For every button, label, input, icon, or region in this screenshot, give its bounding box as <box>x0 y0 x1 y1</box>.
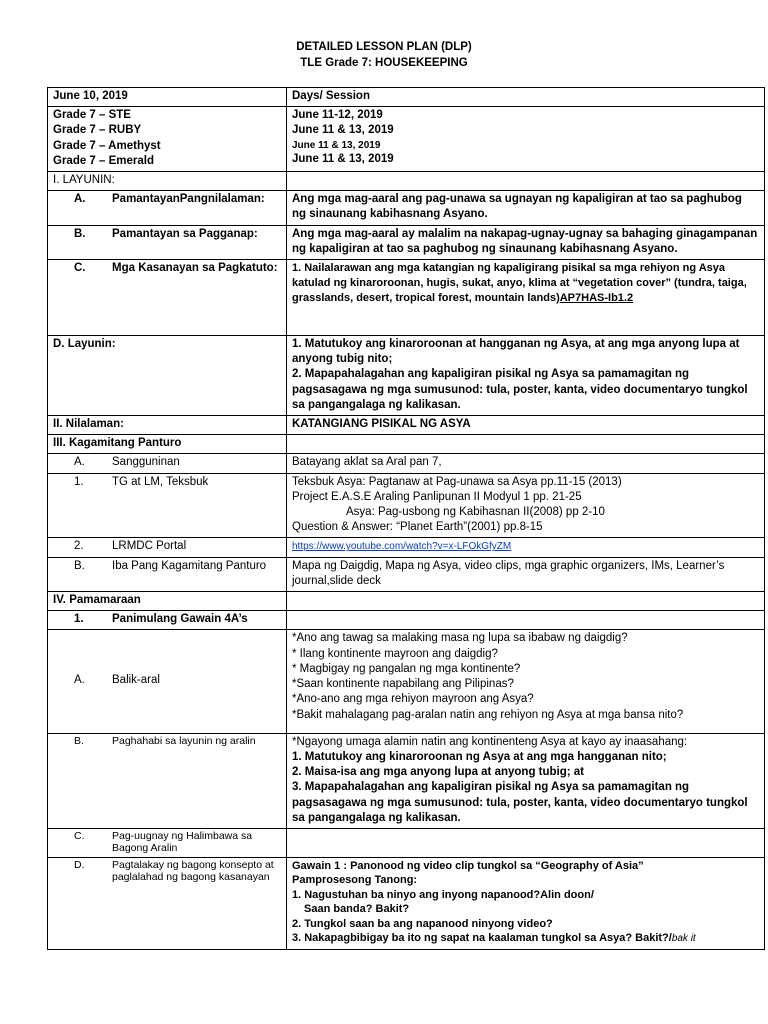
sangguninan-text: Batayang aklat sa Aral pan 7, <box>287 454 765 473</box>
table-row <box>48 435 765 454</box>
pamantayan-pagganap-text: Ang mga mag-aaral ay malalim na nakapag-ugnay-ugnay sa bahaging ginagampanan ng kapaligiran at tao sa paghubog ng sinaunang kabihasnang Asyano. <box>287 225 765 259</box>
document-title: DETAILED LESSON PLAN (DLP) <box>296 41 472 53</box>
days-session-cell: Days/ Session <box>287 88 765 107</box>
session-dates-cell <box>287 107 765 172</box>
paghahabi-intro: *Ngayong umaga alamin natin ang kontinenteng Asya at kayo ay inaasahang: <box>292 735 688 748</box>
reference-item: Teksbuk Asya: Pagtanaw at Pag-unawa sa Asya pp.11-15 (2013) <box>292 475 622 488</box>
pamamaraan-heading: IV. Pamamaraan <box>48 592 287 611</box>
gawain-question: 2. Tungkol saan ba ang napanood ninyong video? <box>292 917 553 930</box>
empty-cell <box>287 592 765 611</box>
table-row <box>48 107 765 172</box>
empty-cell <box>287 172 765 191</box>
table-row <box>48 260 765 336</box>
table-row <box>48 191 765 225</box>
paghahabi-item: 1. Matutukoy ang kinaroroonan ng Asya at ang mga hangganan nito; <box>292 750 667 763</box>
layunin-d-text <box>287 336 765 416</box>
table-row <box>48 828 765 857</box>
reference-item: Asya: Pag-usbong ng Kabihasnan II(2008) pp 2-10 <box>346 506 605 519</box>
question-item: * Magbigay ng pangalan ng mga kontinente? <box>292 662 521 675</box>
nilalaman-heading: II. Nilalaman: <box>48 416 287 435</box>
section-item: Grade 7 – RUBY <box>53 124 142 137</box>
question-item: *Ano ang tawag sa malaking masa ng lupa sa ibabaw ng daigdig? <box>292 632 628 645</box>
lrmdc-label: 2. LRMDC Portal <box>48 538 287 557</box>
layunin-d-label: D. Layunin: <box>48 336 287 416</box>
table-row <box>48 630 765 733</box>
table-row <box>48 473 765 538</box>
question-item: *Ano-ano ang mga rehiyon mayroon ang Asya? <box>292 693 534 706</box>
paghahabi-label: B. Paghahabi sa layunin ng aralin <box>48 733 287 828</box>
table-row <box>48 336 765 416</box>
table-row <box>48 416 765 435</box>
competency-code: AP7HAS-Ib1.2 <box>559 292 634 305</box>
lesson-plan-table <box>47 87 765 950</box>
tg-label: 1. TG at LM, Teksbuk <box>48 473 287 538</box>
question-item: *Saan kontinente napabilang ang Pilipinas? <box>292 678 514 691</box>
date-cell: June 10, 2019 <box>48 88 287 107</box>
pamantayan-pangnilalaman-label: A. PamantayanPangnilalaman: <box>48 191 287 225</box>
reference-item: Project E.A.S.E Araling Panlipunan II Modyul 1 pp. 21-25 <box>292 490 582 503</box>
kasanayan-text: 1. Nailalarawan ang mga katangian ng kapaligirang pisikal sa mga rehiyon ng Asya katulad ng kinaroroonan, hugis, sukat, anyo, klima at “vegetation cover” (tundra, taiga, grasslands, desert, tropical forest, mountain lands)AP7HAS-Ib1.2 <box>287 260 765 336</box>
table-row <box>48 611 765 630</box>
section-item: Grade 7 – Amethyst <box>53 139 161 152</box>
pamantayan-pangnilalaman-text: Ang mga mag-aaral ang pag-unawa sa ugnayan ng kapaligiran at tao sa paghubog ng sinaunang kabihasnang Asyano. <box>287 191 765 225</box>
paghahabi-item: 2. Maisa-isa ang mga anyong lupa at anyong tubig; at <box>292 766 585 779</box>
gawain-question: Saan banda? Bakit? <box>304 903 410 916</box>
panimulang-gawain-label: 1. Panimulang Gawain 4A’s <box>48 611 287 630</box>
nilalaman-topic: KATANGIANG PISIKAL NG ASYA <box>287 416 765 435</box>
table-row <box>48 557 765 591</box>
table-row <box>48 538 765 557</box>
table-row <box>48 592 765 611</box>
pag-uugnay-label: C. Pag-uugnay ng Halimbawa sa Bagong Aralin <box>48 828 287 857</box>
table-row <box>48 172 765 191</box>
lrmdc-cell <box>287 538 765 557</box>
section-item: Grade 7 – STE <box>53 109 131 122</box>
empty-cell <box>287 611 765 630</box>
iba-pang-kagamitan-text: Mapa ng Daigdig, Mapa ng Asya, video clips, mga graphic organizers, IMs, Learner’s journal,slide deck <box>287 557 765 591</box>
kasanayan-label: C. Mga Kasanayan sa Pagkatuto: <box>48 260 287 336</box>
gawain-subheading: Pamprosesong Tanong: <box>292 874 418 887</box>
table-row <box>48 454 765 473</box>
paghahabi-text <box>287 733 765 828</box>
sangguninan-label: A. Sangguninan <box>48 454 287 473</box>
youtube-link[interactable]: https://www.youtube.com/watch?v=x-LFOkGfyZM <box>292 541 512 553</box>
empty-cell <box>287 828 765 857</box>
session-date: June 11-12, 2019 <box>292 109 383 122</box>
table-row <box>48 88 765 107</box>
layunin-heading: I. LAYUNIN: <box>48 172 287 191</box>
table-row <box>48 733 765 828</box>
reference-item: Question & Answer: “Planet Earth”(2001) pp.8-15 <box>292 521 543 534</box>
section-item: Grade 7 – Emerald <box>53 154 154 167</box>
paghahabi-item: 3. Mapapahalagahan ang kapaligiran pisikal ng Asya sa pamamagitan ng pagsasagawa ng mga sumusunod: tula, poster, kanta, video documentaryo tungkol sa pangangalaga ng kalikasan. <box>292 781 748 824</box>
gawain-question: 3. Nakapagbibigay ba ito ng sapat na kaalaman tungkol sa Asya? Bakit?/bak it <box>292 932 696 945</box>
sections-cell <box>48 107 287 172</box>
objective-item: 2. Mapapahalagahan ang kapaligiran pisikal ng Asya sa pamamagitan ng pagsasagawa ng mga sumusunod: tula, poster, kanta, video documentaryo tungkol sa pangangalaga ng kalikasan. <box>292 368 748 411</box>
document-subtitle: TLE Grade 7: HOUSEKEEPING <box>300 57 468 69</box>
session-date: June 11 & 13, 2019 <box>292 124 394 137</box>
table-row <box>48 857 765 949</box>
session-date: June 11 & 13, 2019 <box>292 139 381 151</box>
pagtalakay-label: D. Pagtalakay ng bagong konsepto at paglalahad ng bagong kasanayan <box>48 857 287 949</box>
kagamitan-heading: III. Kagamitang Panturo <box>48 435 287 454</box>
question-item: * Ilang kontinente mayroon ang daigdig? <box>292 647 498 660</box>
question-item: *Bakit mahalagang pag-aralan natin ang rehiyon ng Asya at mga bansa nito? <box>292 708 684 721</box>
balik-aral-questions <box>287 630 765 733</box>
gawain-cell <box>287 857 765 949</box>
iba-pang-kagamitan-label: B. Iba Pang Kagamitang Panturo <box>48 557 287 591</box>
tg-references <box>287 473 765 538</box>
gawain-question: 1. Nagustuhan ba ninyo ang inyong napanood?Alin doon/ <box>292 888 594 901</box>
empty-cell <box>287 435 765 454</box>
session-date: June 11 & 13, 2019 <box>292 152 394 165</box>
table-row <box>48 225 765 259</box>
balik-aral-label: A. Balik-aral <box>48 630 287 733</box>
objective-item: 1. Matutukoy ang kinaroroonan at hangganan ng Asya, at ang mga anyong lupa at anyong tubig nito; <box>292 338 740 366</box>
pamantayan-pagganap-label: B. Pamantayan sa Pagganap: <box>48 225 287 259</box>
gawain-title: Gawain 1 : Panonood ng video clip tungkol sa “Geography of Asia” <box>292 859 644 872</box>
